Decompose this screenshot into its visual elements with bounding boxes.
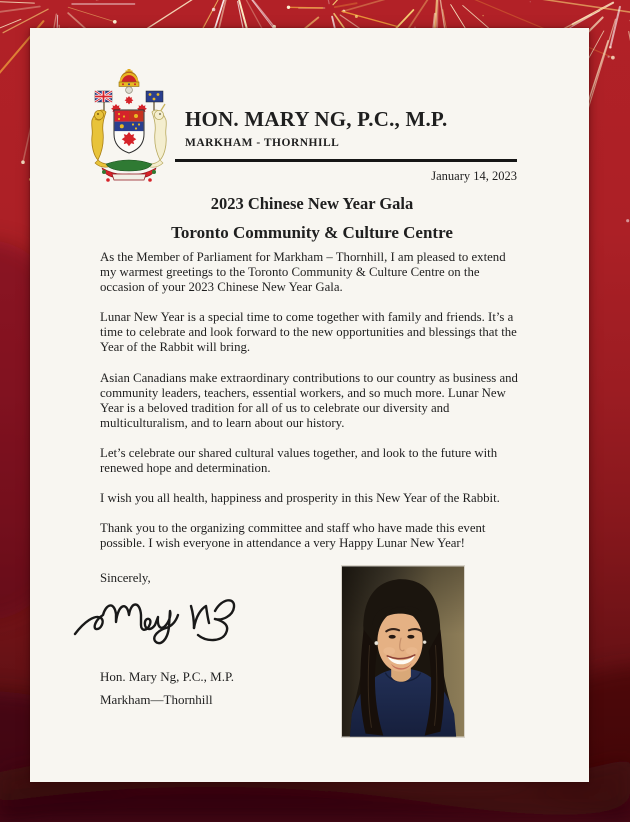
letter-paper xyxy=(30,28,589,782)
letter-body xyxy=(100,250,524,566)
venue-title: Toronto Community & Culture Centre xyxy=(171,223,453,242)
paragraph-1: As the Member of Parliament for Markham – Thornhill, I am pleased to extend my warmest greetings to the Toronto Community & Culture Centre on the occasion of your 2023 Chinese New Year Gala. xyxy=(100,250,506,295)
signature-image xyxy=(72,590,258,656)
portrait-photo xyxy=(341,565,465,738)
signer-name: Hon. Mary Ng, P.C., M.P. xyxy=(100,669,234,684)
letter-date: January 14, 2023 xyxy=(431,169,517,183)
canadian-coat-of-arms-icon xyxy=(88,68,170,188)
mp-name: HON. MARY NG, P.C., M.P. xyxy=(185,107,448,131)
closing-salutation: Sincerely, xyxy=(100,571,151,585)
riding-name: MARKHAM - THORNHILL xyxy=(185,137,340,149)
signer-riding: Markham—Thornhill xyxy=(100,692,213,707)
paragraph-2: Lunar New Year is a special time to come together with family and friends. It’s a time to celebrate and look forward to the new opportunities and blessings that the Year of the Rabbit will bring. xyxy=(100,310,517,355)
paragraph-5: I wish you all health, happiness and prosperity in this New Year of the Rabbit. xyxy=(100,491,500,506)
paragraph-4: Let’s celebrate our shared cultural values together, and look to the future with renewed hope and determination. xyxy=(100,445,498,476)
paragraph-3: Asian Canadians make extraordinary contributions to our country as business and community leaders, teachers, essential workers, and so much more. Lunar New Year is a beloved tradition for all of us to celebrate our diversity and multiculturalism, and to learn about our history. xyxy=(100,370,518,430)
paragraph-6: Thank you to the organizing committee and staff who have made this event possible. I wish everyone in attendance a very Happy Lunar New Year! xyxy=(100,521,486,551)
event-title: 2023 Chinese New Year Gala xyxy=(210,194,414,213)
signature-block xyxy=(100,665,234,711)
header-rule xyxy=(175,159,517,162)
